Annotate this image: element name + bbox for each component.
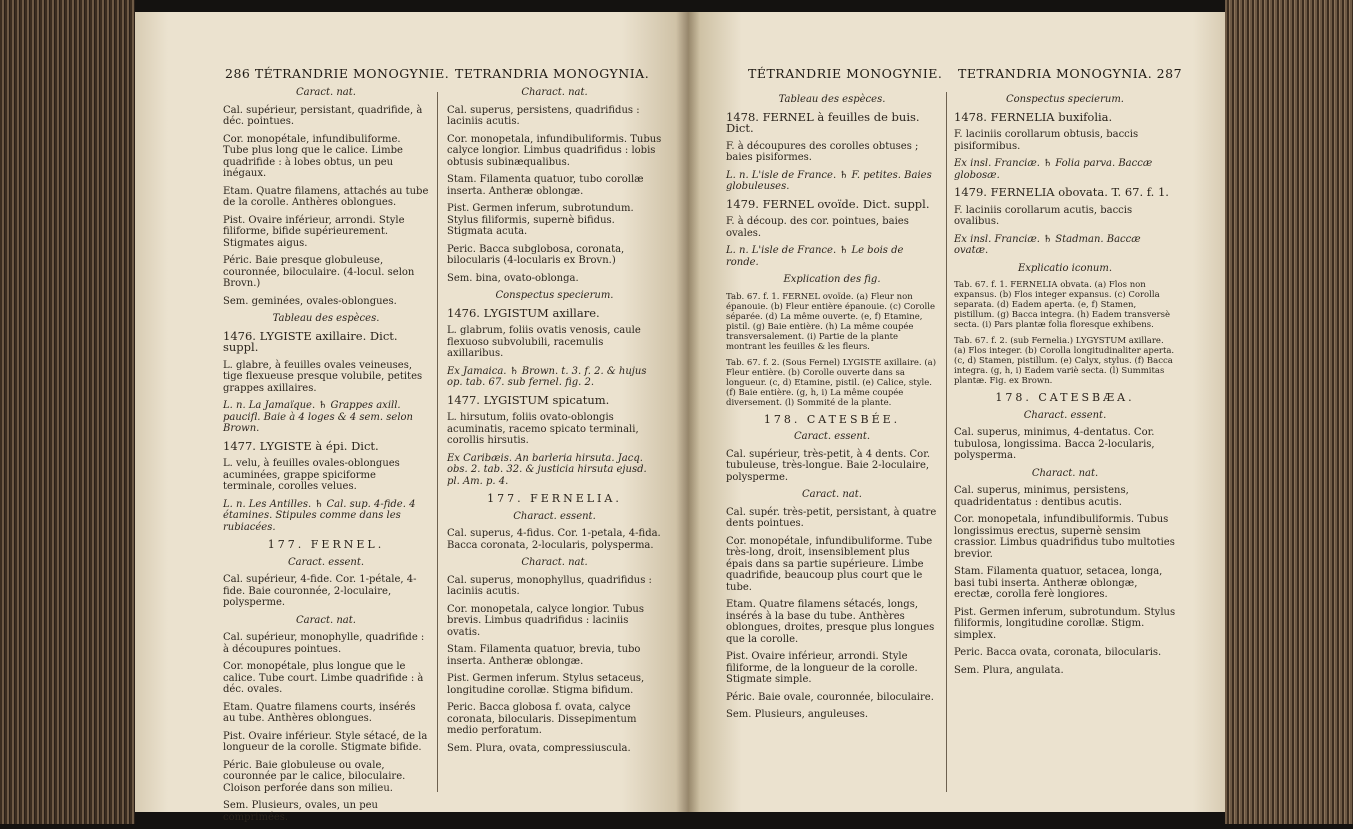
page-edges-left (0, 0, 135, 824)
latin-column: Charact. nat. Cal. superus, persistens, quadrifidus : laciniis acutis. Cor. monopetala, infundibuliformis. Tubus calyce longior. Limbus quadrifidus : lobis obtusis subinæqualibus. Stam. Filamenta quatuor, tubo corollæ inserta. Antheræ oblongæ. Pist. Germen inferum, subrotundum. Stylus filiformis, supernè bifidus. Stigmata acuta. Peric. Bacca subglobosa, coronata, bilocularis (4-locularis ex Brovn.) Sem. bina, ovato-oblonga. Conspectus specierum. 1476. LYGISTUM axillare. L. glabrum, foliis ovatis venosis, caule flexuoso subvolubili, racemulis axillaribus. Ex Jamaica. ♄ Brown. t. 3. f. 2. & hujus op. tab. 67. sub fernel. fig. 2. 1477. LYGISTUM spicatum. L. hirsutum, foliis ovato-oblongis acuminatis, racemo spicato terminali, corollis hirsutis. Ex Caribæis. An barleria hirsuta. Jacq. obs. 2. tab. 32. & justicia hirsuta ejusd. pl. Am. p. 4. 177. FERNELIA. Charact. essent. Cal. superus, 4-fidus. Cor. 1-petala, 4-fida. Bacca coronata, 2-locularis, polysperma. Charact. nat. Cal. superus, monophyllus, quadrifidus : laciniis acutis. Cor. monopetala, calyce longior. Tubus brevis. Limbus quadrifidus : laciniis ovatis. Stam. Filamenta quatuor, brevia, tubo inserta. Antheræ oblongæ. Pist. Germen inferum. Stylus setaceus, longitudine corollæ. Stigma bifidum. Peric. Bacca globosa f. ovata, calyce coronata, bilocularis. Dissepimentum medio perforatum. Sem. Plura, ovata, compressiuscula. (447, 87, 662, 754)
page-number: 287 (1156, 66, 1183, 81)
page-number: 286 (225, 66, 251, 81)
french-column: Tableau des espèces. 1478. FERNEL à feuilles de buis. Dict. F. à découpures des corolles obtuses ; baies pisiformes. L. n. L'isle de France. ♄ F. petites. Baies globuleuses. 1479. FERNEL ovoïde. Dict. suppl. F. à découp. des cor. pointues, baies ovales. L. n. L'isle de France. ♄ Le bois de ronde. Explication des fig. Tab. 67. f. 1. FERNEL ovoïde. (a) Fleur non épanouie. (b) Fleur entière épanouie. (c) Corolle séparée. (d) La même ouverte. (e, f) Etamine, pistil. (g) Baie entière. (h) La même coupée transversalement. (i) Partie de la plante montrant les feuilles & les fleurs. Tab. 67. f. 2. (Sous Fernel) LYGISTE axillaire. (a) Fleur entière. (b) Corolle ouverte dans sa longueur. (c, d) Etamine, pistil. (e) Calice, style. (f) Baie entière. (g, h, i) La même coupée diversement. (l) Sommité de la plante. 178. CATESBÉE. Caract. essent. Cal. supérieur, très-petit, à 4 dents. Cor. tubuleuse, très-longue. Baie 2-loculaire, polysperme. Caract. nat. Cal. supér. très-petit, persistant, à quatre dents pointues. Cor. monopétale, infundibuliforme. Tube très-long, droit, insensiblement plus épais dans sa partie supérieure. Limbe quadrifide, beaucoup plus court que le tube. Etam. Quatre filamens sétacés, longs, insérés à la base du tube. Anthères oblongues, droites, presque plus longues que la corolle. Pist. Ovaire inférieur, arrondi. Style filiforme, de la longueur de la corolle. Stigmate simple. Péric. Baie ovale, couronnée, biloculaire. Sem. Plusieurs, anguleuses. (726, 94, 937, 720)
column-divider (946, 92, 947, 792)
header-latin: TETRANDRIA MONOGYNIA. (958, 66, 1153, 81)
right-page (688, 12, 1225, 812)
page-edges-right (1225, 0, 1353, 824)
latin-column: Conspectus specierum. 1478. FERNELIA buxifolia. F. laciniis corollarum obtusis, baccis pisiformibus. Ex insl. Franciæ. ♄ Folia parva. Baccæ globosæ. 1479. FERNELIA obovata. T. 67. f. 1. F. laciniis corollarum acutis, baccis ovalibus. Ex insl. Franciæ. ♄ Stadman. Baccæ ovatæ. Explicatio iconum. Tab. 67. f. 1. FERNELIA obvata. (a) Flos non expansus. (b) Flos integer expansus. (c) Corolla separata. (d) Eadem aperta. (e, f) Stamen, pistillum. (g) Bacca integra. (h) Eadem transversè secta. (i) Pars plantæ folia floresque exhibens. Tab. 67. f. 2. (sub Fernelia.) LYGYSTUM axillare. (a) Flos integer. (b) Corolla longitudinaliter aperta. (c, d) Stamen, pistillum. (e) Calyx, stylus. (f) Bacca integra. (g, h, i) Eadem variè secta. (l) Summitas plantæ. Fig. ex Brown. 178. CATESBÆA. Charact. essent. Cal. superus, minimus, 4-dentatus. Cor. tubulosa, longissima. Bacca 2-locularis, polysperma. Charact. nat. Cal. superus, minimus, persistens, quadridentatus : dentibus acutis. Cor. monopetala, infundibuliformis. Tubus longissimus erectus, supernè sensim crassior. Limbus quadrifidus tubo multoties brevior. Stam. Filamenta quatuor, setacea, longa, basi tubi inserta. Antheræ oblongæ, erectæ, corolla ferè longiores. Pist. Germen inferum, subrotundum. Stylus filiformis, longitudine corollæ. Stigm. simplex. Peric. Bacca ovata, coronata, bilocularis. Sem. Plura, angulata. (954, 94, 1176, 676)
header-latin: TETRANDRIA MONOGYNIA. (455, 66, 650, 81)
french-column: Caract. nat. Cal. supérieur, persistant, quadrifide, à déc. pointues. Cor. monopétale, infundibuliforme. Tube plus long que le calice. Limbe quadrifide : à lobes obtus, un peu inégaux. Etam. Quatre filamens, attachés au tube de la corolle. Anthères oblongues. Pist. Ovaire inférieur, arrondi. Style filiforme, bifide supérieurement. Stigmates aigus. Péric. Baie presque globuleuse, couronnée, biloculaire. (4-locul. selon Brovn.) Sem. geminées, ovales-oblongues. Tableau des espèces. 1476. LYGISTE axillaire. Dict. suppl. L. glabre, à feuilles ovales veineuses, tige flexueuse presque volubile, petites grappes axillaires. L. n. La Jamaïque. ♄ Grappes axill. paucifl. Baie à 4 loges & 4 sem. selon Brown. 1477. LYGISTE à épi. Dict. L. velu, à feuilles ovales-oblongues acuminées, grappe spiciforme terminale, corolles velues. L. n. Les Antilles. ♄ Cal. sup. 4-fide. 4 étamines. Stipules comme dans les rubiacées. 177. FERNEL. Caract. essent. Cal. supérieur, 4-fide. Cor. 1-pétale, 4-fide. Baie couronnée, 2-loculaire, polysperme. Caract. nat. Cal. supérieur, monophylle, quadrifide : à découpures pointues. Cor. monopétale, plus longue que le calice. Tube court. Limbe quadrifide : à déc. ovales. Etam. Quatre filamens courts, insérés au tube. Anthères oblongues. Pist. Ovaire inférieur. Style sétacé, de la longueur de la corolle. Stigmate bifide. Péric. Baie globuleuse ou ovale, couronnée par le calice, biloculaire. Cloison perforée dans son milieu. Sem. Plusieurs, ovales, un peu comprimées. (223, 87, 429, 823)
left-page-header (225, 66, 449, 81)
book-gutter (676, 12, 700, 812)
header-french: TÉTRANDRIE MONOGYNIE. (254, 66, 450, 81)
column-divider (437, 92, 438, 792)
left-page (135, 12, 688, 823)
header-french: TÉTRANDRIE MONOGYNIE. (748, 66, 943, 81)
right-page-header (958, 66, 1182, 81)
